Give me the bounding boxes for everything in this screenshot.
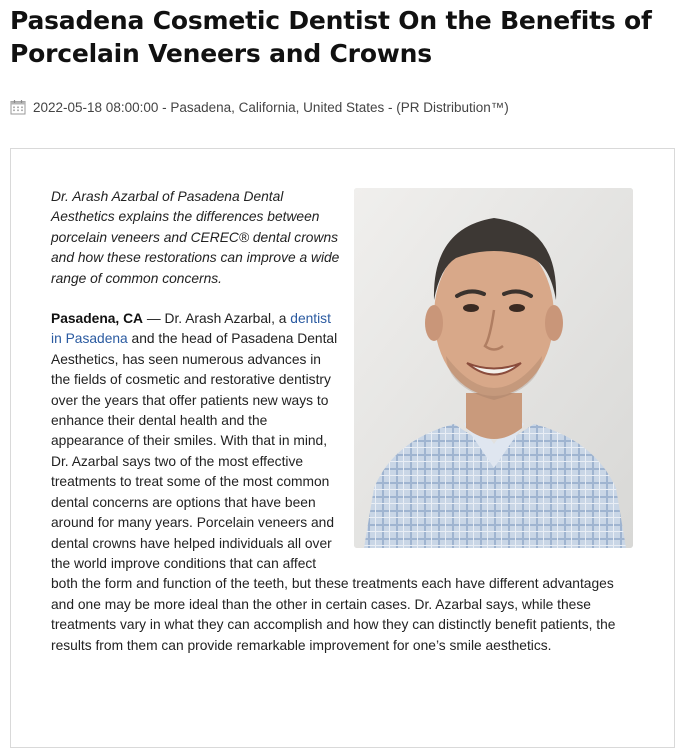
- article-title: Pasadena Cosmetic Dentist On the Benefits of Porcelain Veneers and Crowns: [10, 6, 652, 68]
- paragraph-text-start: — Dr. Arash Azarbal, a: [143, 311, 291, 327]
- article-meta: [10, 99, 509, 115]
- paragraph-text-rest: and the head of Pasadena Dental Aesthetics, has seen numerous advances in the fields of cosmetic and restorative dentistry over the years that offer patients new ways to enhance their dental health and the appearance of their smiles. With that in mind, Dr. Azarbal says two of the most effective treatments to treat some of the most common dental concerns are options that have been around for many years. Porcelain veneers and dental crowns have helped individuals all over the world improve conditions that can affect both the form and function of the teeth, but these treatments each have different advantages and one may be more ideal than the other in certain cases. Dr. Azarbal says, while these treatments vary in what they can accomplish and how they can distinctly benefit patients, the results from them can provide remarkable improvement for one’s smile aesthetics.: [51, 331, 616, 653]
- article-meta-text: 2022-05-18 08:00:00 - Pasadena, California, United States - (PR Distribution™): [33, 99, 509, 115]
- dentist-in-pasadena-link[interactable]: dentist in Pasadena: [51, 311, 331, 347]
- article-card: [10, 148, 675, 748]
- dateline: Pasadena, CA: [51, 311, 144, 327]
- calendar-icon: [10, 99, 26, 115]
- article-intro: Dr. Arash Azarbal of Pasadena Dental Aesthetics explains the differences between porcelain veneers and CEREC® dental crowns and how these restorations can improve a wide range of common concerns.: [51, 189, 340, 286]
- doctor-photo: [354, 188, 633, 548]
- article-body: [51, 187, 633, 656]
